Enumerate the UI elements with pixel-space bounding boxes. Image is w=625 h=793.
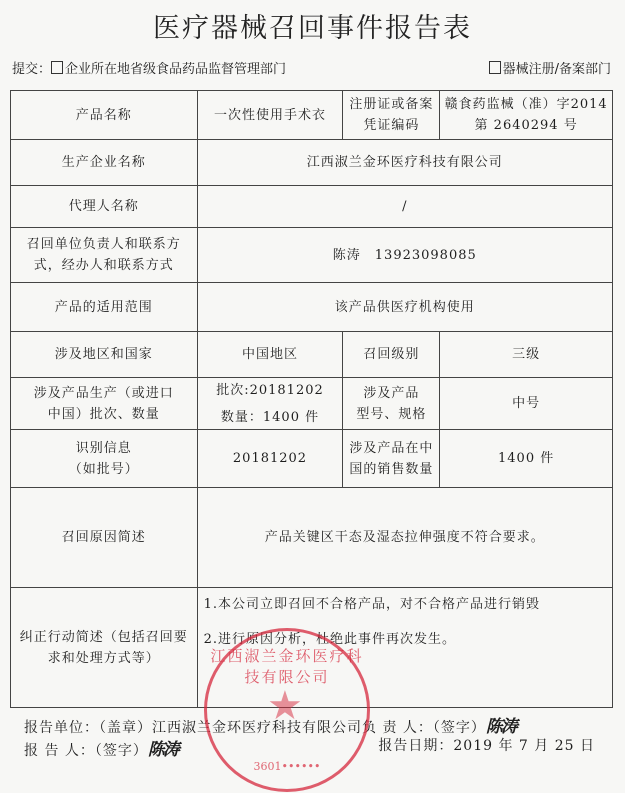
footer-reporter-line xyxy=(24,735,595,760)
batch-label: 涉及产品生产（或进口 中国）批次、数量 xyxy=(11,378,198,430)
sales-label: 涉及产品在中 国的销售数量 xyxy=(343,430,440,488)
agent-label: 代理人名称 xyxy=(11,186,198,228)
model: 中号 xyxy=(440,378,613,430)
seal-text: 江西淑兰金环医疗科技有限公司 xyxy=(210,647,364,686)
page-title: 医疗器械召回事件报告表 xyxy=(153,13,472,44)
table-row xyxy=(11,186,613,228)
recall-report-table xyxy=(10,90,613,708)
submit-option-registration[interactable] xyxy=(489,58,611,77)
manufacturer: 江西淑兰金环医疗科技有限公司 xyxy=(197,140,612,186)
reg-code: 赣食药监械（准）字2014 第 2640294 号 xyxy=(440,91,613,140)
footer-unit-line xyxy=(24,712,595,737)
star-icon: ★ xyxy=(267,683,303,729)
unit: 江西淑兰金环医疗科技有限公司 xyxy=(152,720,362,736)
product-name-label: 产品名称 xyxy=(11,91,198,140)
reason-label: 召回原因简述 xyxy=(11,488,198,588)
model-label: 涉及产品 型号、规格 xyxy=(343,378,440,430)
region: 中国地区 xyxy=(197,332,343,378)
reg-code-label: 注册证或备案 凭证编码 xyxy=(343,91,440,140)
table-row xyxy=(11,488,613,588)
action-label: 纠正行动简述（包括召回要 求和处理方式等） xyxy=(11,588,198,708)
table-row xyxy=(11,228,613,283)
id-label: 识别信息 （如批号） xyxy=(11,430,198,488)
manufacturer-label: 生产企业名称 xyxy=(11,140,198,186)
table-row xyxy=(11,91,613,140)
seal-number: 3601•••••• xyxy=(253,760,321,773)
level: 三级 xyxy=(440,332,613,378)
table-row xyxy=(11,332,613,378)
reporter-label: 报 告 人：（签字） xyxy=(24,743,148,759)
option-label: 器械注册/备案部门 xyxy=(502,62,611,77)
submit-option-provincial[interactable] xyxy=(12,58,286,77)
scope-label: 产品的适用范围 xyxy=(11,283,198,332)
reporter-signature: 陈涛 xyxy=(147,740,178,760)
checkbox-icon[interactable] xyxy=(51,61,63,74)
table-row xyxy=(11,378,613,430)
action: 1.本公司立即召回不合格产品，对不合格产品进行销毁 2.进行原因分析，杜绝此事件再次发生。 xyxy=(197,588,612,708)
contact: 陈涛 13923098085 xyxy=(197,228,612,283)
agent: / xyxy=(197,186,612,228)
table-row xyxy=(11,283,613,332)
checkbox-icon[interactable] xyxy=(489,61,501,74)
product-name: 一次性使用手术衣 xyxy=(197,91,343,140)
submit-options xyxy=(12,58,611,78)
level-label: 召回级别 xyxy=(343,332,440,378)
report-date: 报告日期：2019 年 7 月 25 日 xyxy=(378,738,595,754)
submit-label: 提交： xyxy=(12,62,52,77)
region-label: 涉及地区和国家 xyxy=(11,332,198,378)
table-row xyxy=(11,140,613,186)
table-row xyxy=(11,430,613,488)
batch: 批次:20181202 数量：1400 件 xyxy=(197,378,343,430)
reason: 产品关键区干态及湿态拉伸强度不符合要求。 xyxy=(197,488,612,588)
owner-signature: 陈涛 xyxy=(485,717,516,737)
id-value: 20181202 xyxy=(197,430,343,488)
scope: 该产品供医疗机构使用 xyxy=(197,283,612,332)
option-label: 企业所在地省级食品药品监督管理部门 xyxy=(65,62,287,77)
table-row xyxy=(11,588,613,708)
sales: 1400 件 xyxy=(440,430,613,488)
unit-label: 报告单位：（盖章） xyxy=(24,720,152,736)
owner-label: 负 责 人：（签字） xyxy=(362,720,486,736)
contact-label: 召回单位负责人和联系方 式，经办人和联系方式 xyxy=(11,228,198,283)
